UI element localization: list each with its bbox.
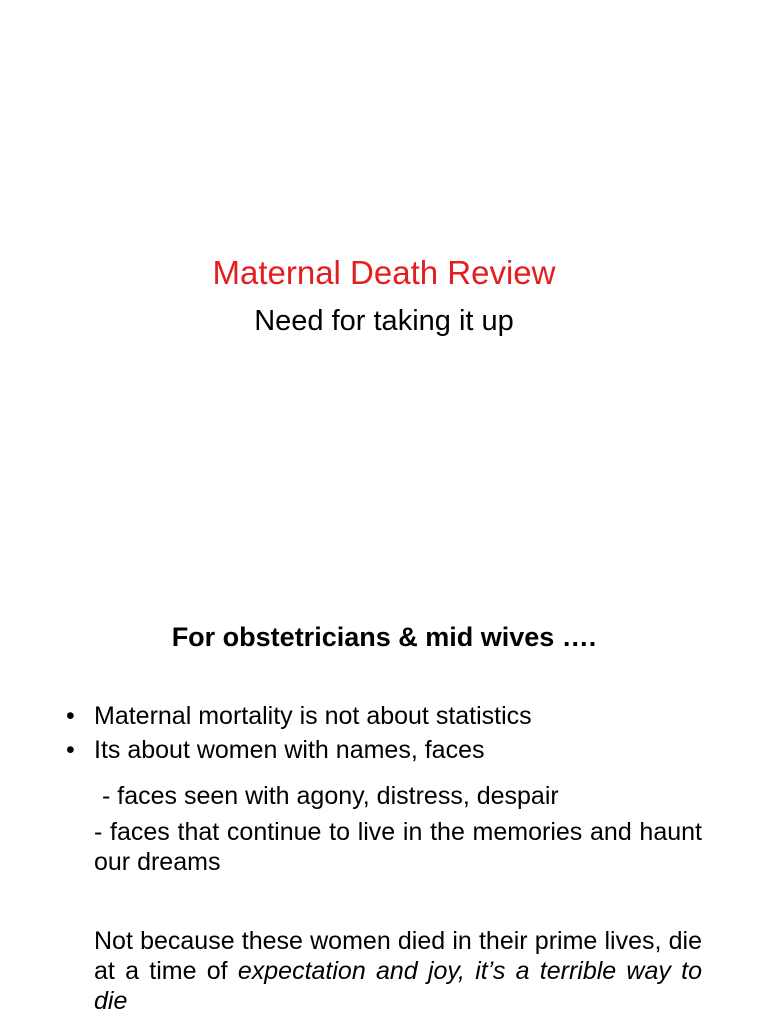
slide-heading: For obstetricians & mid wives …. [171,622,597,652]
slide-content [0,512,768,1024]
slide-subtitle: Need for taking it up [254,305,514,337]
bullet-text: Its about women with names, faces [94,736,485,764]
slide-title-heading: Maternal Death Review [212,254,556,291]
paragraph-text: Not because these women died in their prime lives, die at a time of [94,927,702,985]
bullet-item [60,699,710,733]
bullet-item [60,733,710,767]
paragraph-emphasis: expectation and joy, it’s a terrible way to die [94,957,702,1015]
bullet-list [60,699,710,767]
sub-point: - faces that continue to live in the memories and haunt our dreams [94,818,702,876]
bullet-text: Maternal mortality is not about statistics [94,702,532,730]
bullet-dot-icon: • [66,736,75,764]
closing-paragraph [94,926,702,1016]
sub-point: - faces seen with agony, distress, despair [102,782,559,810]
bullet-dot-icon: • [66,702,75,730]
